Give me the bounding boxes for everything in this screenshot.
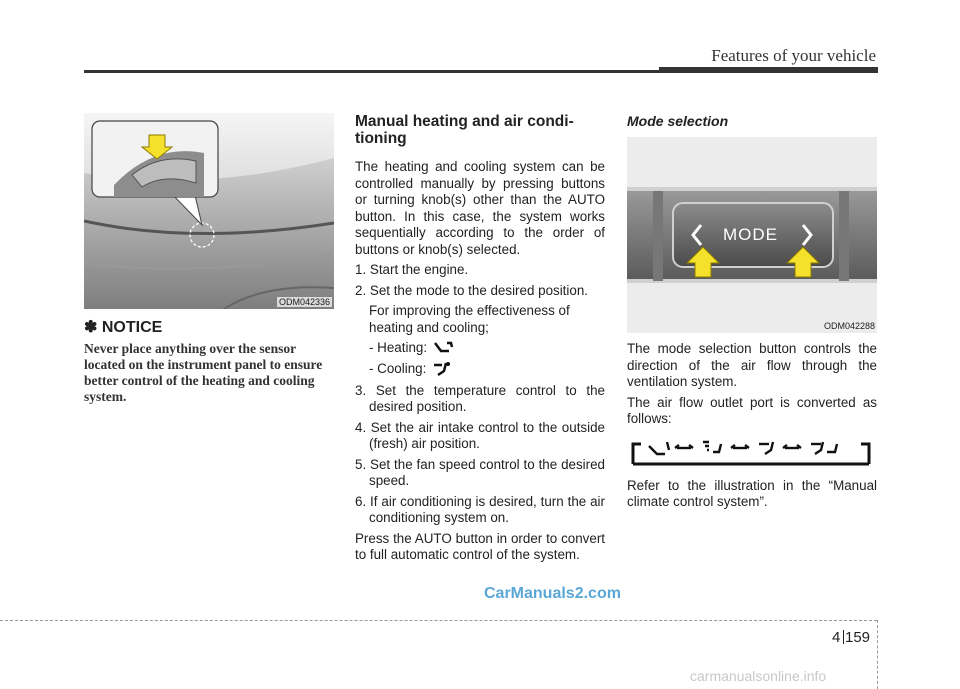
step-1: 1. Start the engine. [355,262,469,277]
header-rule-accent [659,67,878,73]
step-6: 6. If air conditioning is desired, turn the air conditioning system on. [355,493,605,525]
header-title: Features of your vehicle [711,46,876,65]
heating-item [355,340,605,357]
step2-note: For improving the effectiveness of heating and cooling; [369,303,570,335]
page-number-separator [843,630,844,644]
page-number: 159 [845,629,871,646]
step-5: 5. Set the fan speed control to the desired speed. [355,456,605,488]
watermark-top: CarManuals2.com [484,585,621,602]
cooling-item [355,361,605,379]
watermark-bottom: carmanualsonline.info [690,668,827,684]
step-2: 2. Set the mode to the desired position. [355,282,588,298]
mode-paragraph-3: Refer to the illustration in the “Manual climate control system”. [627,477,877,509]
face-mode-icon [432,361,454,379]
airflow-sequence-diagram [631,436,871,466]
image-code-2: ODM042288 [823,321,875,331]
chapter-number: 4 [832,629,841,646]
footer-dashed-line [0,620,877,621]
heating-label: - Heating: [369,340,428,355]
middle-column [355,113,605,568]
cooling-label: - Cooling: [369,361,427,377]
section-title: Manual heating and air conditioning [355,113,574,147]
sensor-photo [84,113,334,309]
footer-vertical-dashed-line [877,620,878,689]
mode-paragraph-2: The air flow outlet port is converted as follows: [627,394,877,426]
steps-list [355,262,605,299]
mode-label: MODE [723,225,778,244]
notice-title: ✽ NOTICE [84,319,163,336]
right-column [627,113,877,515]
image-code: ODM042336 [278,297,330,307]
dashboard-illustration [84,113,334,309]
mode-selection-title: Mode selection [627,113,729,129]
step-3: 3. Set the temperature control to the desired position. [355,382,605,414]
intro-paragraph: The heating and cooling system can be controlled manually by pressing buttons or turning knob(s) other than the AUTO button. In this case, the system works sequentially according to the order of buttons or knob(s) selected. [355,159,605,257]
closing-paragraph: Press the AUTO button in order to convert to full automatic control of the system. [355,530,605,562]
mode-paragraph-1: The mode selection button controls the direction of the air flow through the ventilation system. [627,341,877,389]
mode-button-photo [627,137,877,333]
floor-mode-icon [433,340,455,356]
step-4: 4. Set the air intake control to the outside (fresh) air position. [355,419,605,451]
steps-list-2 [355,383,605,527]
airflow-cycle-icon [631,436,871,466]
notice-body: Never place anything over the sensor located on the instrument panel to ensure better control of the heating and cooling system. [84,341,323,404]
left-column [84,113,334,405]
